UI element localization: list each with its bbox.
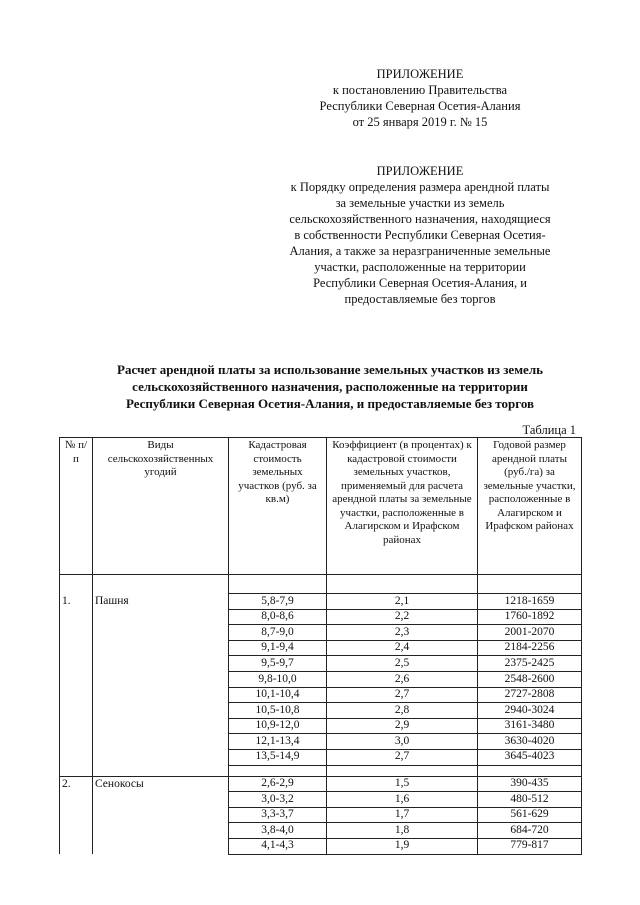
document-heading	[40, 361, 620, 412]
cadastral-cost-cell: 10,9-12,0	[229, 718, 327, 734]
annual-rent-cell: 2548-2600	[478, 671, 582, 687]
table-header-row	[60, 438, 582, 575]
heading-line: сельскохозяйственного назначения, расположенные на территории	[132, 379, 528, 394]
coefficient-cell: 1,9	[327, 838, 478, 854]
appendix-line: участки, расположенные на территории	[314, 260, 526, 274]
appendix-date-line: от 25 января 2019 г. № 15	[352, 115, 488, 129]
coefficient-cell: 1,8	[327, 823, 478, 839]
appendix-line: к постановлению Правительства	[332, 83, 508, 97]
land-type-name: Пашня	[93, 594, 229, 766]
cadastral-cost-cell: 2,6-2,9	[229, 776, 327, 792]
cadastral-cost-cell: 9,5-9,7	[229, 656, 327, 672]
appendix-line: Республики Северная Осетия-Алания	[319, 99, 521, 113]
annual-rent-cell: 390-435	[478, 776, 582, 792]
annual-rent-cell: 3630-4020	[478, 734, 582, 750]
cadastral-cost-cell: 5,8-7,9	[229, 594, 327, 610]
table-spacer-row	[60, 765, 582, 776]
coefficient-cell: 2,7	[327, 687, 478, 703]
cadastral-cost-cell: 10,5-10,8	[229, 703, 327, 719]
annual-rent-cell: 480-512	[478, 792, 582, 808]
annual-rent-cell: 1760-1892	[478, 609, 582, 625]
annual-rent-cell: 3161-3480	[478, 718, 582, 734]
header-cadastral-cost: Кадастровая стоимость земельных участков (руб. за кв.м)	[229, 438, 327, 575]
coefficient-cell: 2,4	[327, 640, 478, 656]
coefficient-cell: 2,6	[327, 671, 478, 687]
table-row	[60, 594, 582, 610]
appendix-line: в собственности Республики Северная Осетия-	[294, 228, 546, 242]
cadastral-cost-cell: 3,0-3,2	[229, 792, 327, 808]
rent-table	[59, 437, 582, 855]
coefficient-cell: 2,5	[327, 656, 478, 672]
annual-rent-cell: 779-817	[478, 838, 582, 854]
cadastral-cost-cell: 8,0-8,6	[229, 609, 327, 625]
appendix-line: Алания, а также за неразграниченные земельные	[289, 244, 551, 258]
appendix-block-rent-procedure	[220, 163, 620, 307]
cadastral-cost-cell: 3,3-3,7	[229, 807, 327, 823]
annual-rent-cell: 684-720	[478, 823, 582, 839]
header-number: № п/п	[60, 438, 93, 575]
cadastral-cost-cell: 8,7-9,0	[229, 625, 327, 641]
appendix-line: к Порядку определения размера арендной платы	[290, 180, 550, 194]
appendix-line: предоставляемые без торгов	[344, 292, 496, 306]
coefficient-cell: 2,1	[327, 594, 478, 610]
annual-rent-cell: 2184-2256	[478, 640, 582, 656]
header-annual-rent: Годовой размер арендной платы (руб./га) за земельные участки, расположенные в Алагирском и Ирафском районах	[478, 438, 582, 575]
row-number: 2.	[60, 776, 93, 854]
header-land-type: Виды сельскохозяйственных угодий	[93, 438, 229, 575]
table-label: Таблица 1	[522, 423, 576, 437]
coefficient-cell: 2,7	[327, 749, 478, 765]
appendix-line: Республики Северная Осетия-Алания, и	[313, 276, 527, 290]
heading-line: Республики Северная Осетия-Алания, и предоставляемые без торгов	[125, 396, 535, 411]
coefficient-cell: 3,0	[327, 734, 478, 750]
land-type-name: Сенокосы	[93, 776, 229, 854]
heading-line: Расчет арендной платы за использование земельных участков из земель	[117, 362, 543, 377]
annual-rent-cell: 3645-4023	[478, 749, 582, 765]
cadastral-cost-cell: 3,8-4,0	[229, 823, 327, 839]
cadastral-cost-cell: 9,1-9,4	[229, 640, 327, 656]
cadastral-cost-cell: 4,1-4,3	[229, 838, 327, 854]
annual-rent-cell: 2375-2425	[478, 656, 582, 672]
row-number: 1.	[60, 594, 93, 766]
cadastral-cost-cell: 10,1-10,4	[229, 687, 327, 703]
appendix-title: ПРИЛОЖЕНИЕ	[376, 164, 464, 178]
annual-rent-cell: 2727-2808	[478, 687, 582, 703]
table-gap-row	[60, 575, 582, 594]
appendix-line: за земельные участки из земель	[335, 196, 505, 210]
coefficient-cell: 2,3	[327, 625, 478, 641]
coefficient-cell: 2,2	[327, 609, 478, 625]
cadastral-cost-cell: 13,5-14,9	[229, 749, 327, 765]
coefficient-cell: 1,6	[327, 792, 478, 808]
annual-rent-cell: 1218-1659	[478, 594, 582, 610]
cadastral-cost-cell: 12,1-13,4	[229, 734, 327, 750]
annual-rent-cell: 2940-3024	[478, 703, 582, 719]
annual-rent-cell: 561-629	[478, 807, 582, 823]
cadastral-cost-cell: 9,8-10,0	[229, 671, 327, 687]
coefficient-cell: 2,8	[327, 703, 478, 719]
annual-rent-cell: 2001-2070	[478, 625, 582, 641]
appendix-line: сельскохозяйственного назначения, находящиеся	[289, 212, 551, 226]
appendix-block-government-decree	[220, 66, 620, 130]
header-coefficient: Коэффициент (в процентах) к кадастровой стоимости земельных участков, применяемый для расчета арендной платы за земельные участки, расположенные в Алагирском и Ирафском районах	[327, 438, 478, 575]
coefficient-cell: 1,7	[327, 807, 478, 823]
coefficient-cell: 1,5	[327, 776, 478, 792]
table-row	[60, 776, 582, 792]
appendix-title: ПРИЛОЖЕНИЕ	[376, 67, 464, 81]
coefficient-cell: 2,9	[327, 718, 478, 734]
